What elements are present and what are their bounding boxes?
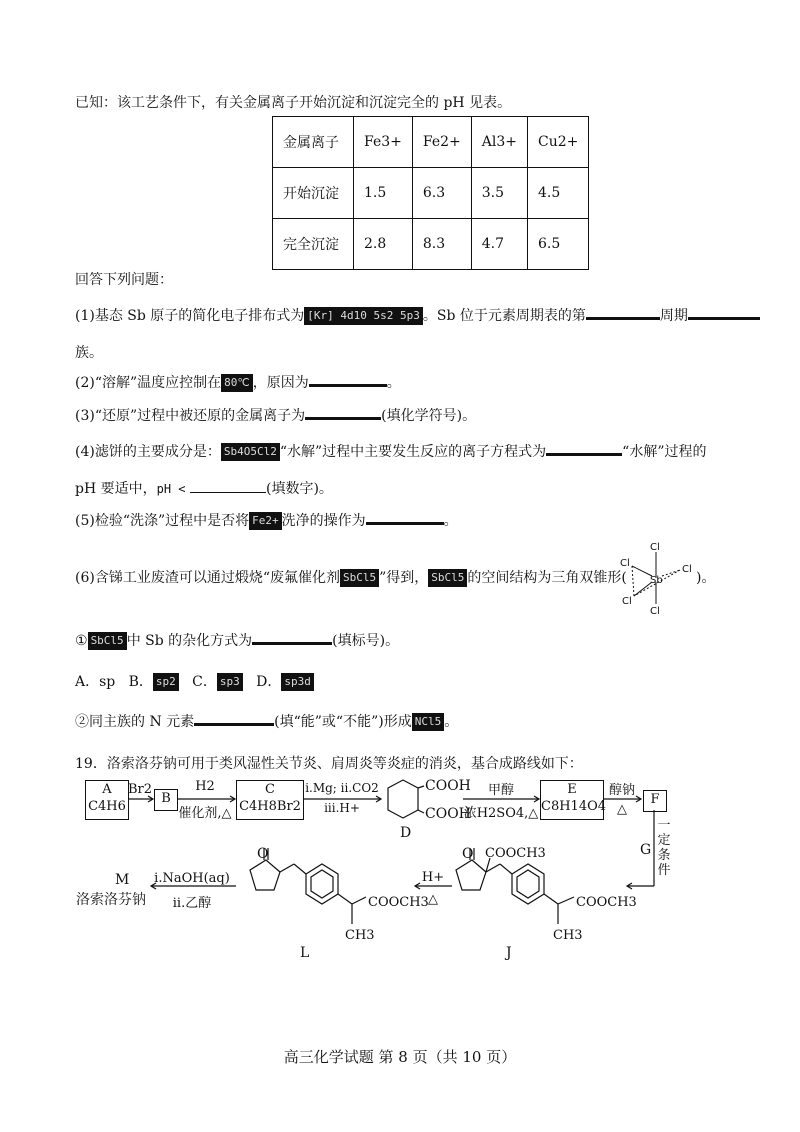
group-label: COOCH3 [576, 895, 637, 910]
q6-text-d: )。 [696, 570, 716, 586]
table-cell: 1.5 [354, 168, 413, 219]
route-arrows-and-structures [0, 760, 800, 960]
answer-blank[interactable] [366, 512, 444, 525]
reagent-label: H+ [421, 870, 445, 885]
q6-1-text-a: ① [75, 633, 88, 649]
reagent-label: ii.乙醇 [172, 896, 212, 911]
compound-j-label: J [506, 945, 512, 961]
formula-image: SbCl5 [340, 569, 379, 587]
answer-blank[interactable] [546, 443, 622, 456]
q1-text-b: 。Sb 位于元素周期表的第 [422, 308, 586, 324]
table-header-cell: Cu2+ [527, 117, 588, 168]
answer-prompt: 回答下列问题： [75, 272, 173, 288]
page-footer: 高三化学试题 第 8 页（共 10 页） [283, 1048, 517, 1066]
q1-text-c: 周期 [659, 308, 688, 324]
q4-text-a: (4)滤饼的主要成分是： [75, 444, 221, 460]
option-b[interactable]: B． sp2 [129, 674, 179, 690]
answer-blank[interactable] [190, 482, 266, 493]
question-5 [75, 511, 458, 531]
question-4 [75, 442, 706, 462]
table-cell: 4.7 [471, 219, 527, 270]
compound-label: E [567, 782, 577, 797]
table-cell: 3.5 [471, 168, 527, 219]
question-6-1 [75, 631, 399, 651]
q6-text-a: (6)含锑工业废渣可以通过煅烧“废氟催化剂 [75, 570, 340, 586]
q6-2-text-b: (填“能”或“不能”)形成 [274, 714, 412, 730]
answer-blank[interactable] [252, 632, 332, 645]
table-cell: 4.5 [527, 168, 588, 219]
answer-blank[interactable] [194, 713, 274, 726]
answer-blank[interactable] [309, 374, 387, 387]
reagent-label: i.Mg; ii.CO2 [305, 781, 379, 795]
q6-1-text-c: (填标号)。 [332, 633, 400, 649]
formula-image: SbCl5 [88, 632, 127, 650]
answer-blank[interactable] [305, 407, 381, 420]
atom-label: Sb [650, 575, 663, 586]
compound-g-label: G [640, 842, 652, 858]
answer-blank[interactable] [688, 307, 760, 320]
question-1 [75, 306, 760, 326]
q6-text-c: 的空间结构为三角双锥形( [467, 570, 627, 586]
q4-text-e: (填数字)。 [265, 481, 333, 497]
table-header-cell: Al3+ [471, 117, 527, 168]
reagent-label: H2 [195, 779, 215, 794]
table-cell: 6.5 [527, 219, 588, 270]
answer-blank[interactable] [586, 307, 660, 320]
q3-text-b: (填化学符号)。 [381, 408, 477, 424]
reagent-label: △ [617, 802, 627, 817]
trigonal-bipyramid-structure [616, 540, 696, 616]
intro-text: 已知：该工艺条件下，有关金属离子开始沉淀和沉淀完全的 pH 见表。 [75, 95, 512, 111]
q5-text-a: (5)检验“洗涤”过程中是否将 [75, 513, 250, 529]
q5-text-b: 洗净的操作为 [281, 513, 366, 529]
question-19: 19．洛索洛芬钠可用于类风湿性关节炎、肩周炎等炎症的消炎，基合成路线如下： [75, 756, 583, 772]
compound-formula: C8H14O4 [541, 799, 607, 814]
option-d[interactable]: D． sp3d [256, 674, 314, 690]
table-row [273, 168, 589, 219]
compound-label: C [265, 782, 275, 797]
reagent-label: △ [428, 892, 438, 907]
q5-text-c: 。 [443, 513, 458, 529]
q2-text-b: ，原因为 [252, 375, 309, 391]
compound-l-label: L [300, 945, 310, 961]
ion-image: Fe2+ [249, 512, 282, 530]
option-value: sp3 [217, 673, 243, 691]
atom-label: O [462, 846, 474, 862]
option-value: sp2 [153, 673, 179, 691]
compound-f-box: F [643, 790, 667, 812]
options-row [75, 672, 314, 692]
table-header-cell: Fe3+ [354, 117, 413, 168]
q2-text-a: (2)“溶解”温度应控制在 [75, 375, 222, 391]
group-label: COOH [425, 778, 471, 794]
question-2 [75, 373, 401, 393]
option-c[interactable]: C． sp3 [192, 674, 243, 690]
table-header-row [273, 117, 589, 168]
reagent-label: 甲醇 [487, 783, 514, 798]
group-label: COOCH3 [485, 846, 546, 861]
table-cell: 6.3 [412, 168, 471, 219]
table-header-cell: 金属离子 [273, 117, 354, 168]
formula-image: SbCl5 [428, 569, 467, 587]
q6-text-b: ”得到， [379, 570, 429, 586]
q4-text-d: pH 要适中， [75, 481, 157, 497]
question-3 [75, 406, 476, 426]
reagent-label: 一定条件 [657, 818, 671, 878]
q4-text-b: “水解”过程中主要发生反应的离子方程式为 [279, 444, 547, 460]
atom-label: Cl [622, 596, 632, 607]
group-label: CH3 [345, 928, 375, 943]
question-6-2 [75, 712, 458, 732]
question-6 [75, 568, 627, 588]
atom-label: Cl [682, 564, 692, 575]
compound-m-label: M [115, 872, 130, 888]
option-value: sp3d [281, 673, 314, 691]
q1-text-d: 族。 [75, 345, 103, 361]
atom-label: Cl [620, 558, 630, 569]
reagent-label: 浓H2SO4,△ [463, 806, 539, 821]
formula-image: NCl5 [412, 713, 445, 731]
reagent-label: i.NaOH(aq) [154, 871, 230, 886]
compound-b-box: B [154, 789, 178, 811]
compound-m-name: 洛索洛芬钠 [76, 892, 146, 908]
q6-2-text-a: ②同主族的 N 元素 [75, 714, 195, 730]
atom-label: Cl [650, 542, 660, 553]
compound-label: A [102, 782, 112, 797]
group-label: COOCH3 [368, 895, 429, 910]
reagent-label: iii.H+ [324, 801, 360, 815]
reagent-label: 醇钠 [608, 783, 635, 798]
electron-config-image: [Kr] 4d10 5s2 5p3 [304, 307, 423, 325]
temperature-image: 80℃ [221, 374, 253, 392]
compound-d-label: D [400, 825, 412, 841]
reagent-label: Br2 [127, 782, 153, 797]
q2-text-c: 。 [386, 375, 401, 391]
formula-image: Sb4O5Cl2 [221, 443, 280, 461]
compound-formula: C4H6 [88, 799, 126, 814]
option-a[interactable]: A．sp [75, 674, 116, 690]
q3-text-a: (3)“还原”过程中被还原的金属离子为 [75, 408, 306, 424]
q4-text-c: “水解”过程的 [622, 444, 707, 460]
q6-2-text-c: 。 [444, 714, 459, 730]
ph-symbol: pH < [156, 482, 186, 496]
table-row [273, 219, 589, 270]
group-label: COOH [425, 806, 471, 822]
table-header-cell: Fe2+ [412, 117, 471, 168]
table-cell: 8.3 [412, 219, 471, 270]
question-4-cont [75, 479, 333, 499]
q6-1-text-b: 中 Sb 的杂化方式为 [126, 633, 253, 649]
table-cell: 2.8 [354, 219, 413, 270]
group-label: CH3 [553, 928, 583, 943]
reagent-label: 催化剂,△ [178, 806, 232, 821]
table-cell: 开始沉淀 [273, 168, 354, 219]
ph-table [272, 116, 589, 270]
table-cell: 完全沉淀 [273, 219, 354, 270]
compound-formula: C4H8Br2 [239, 799, 301, 814]
atom-label: Cl [650, 606, 660, 616]
atom-label: O [257, 846, 269, 862]
q1-text-a: (1)基态 Sb 原子的简化电子排布式为 [75, 308, 305, 324]
